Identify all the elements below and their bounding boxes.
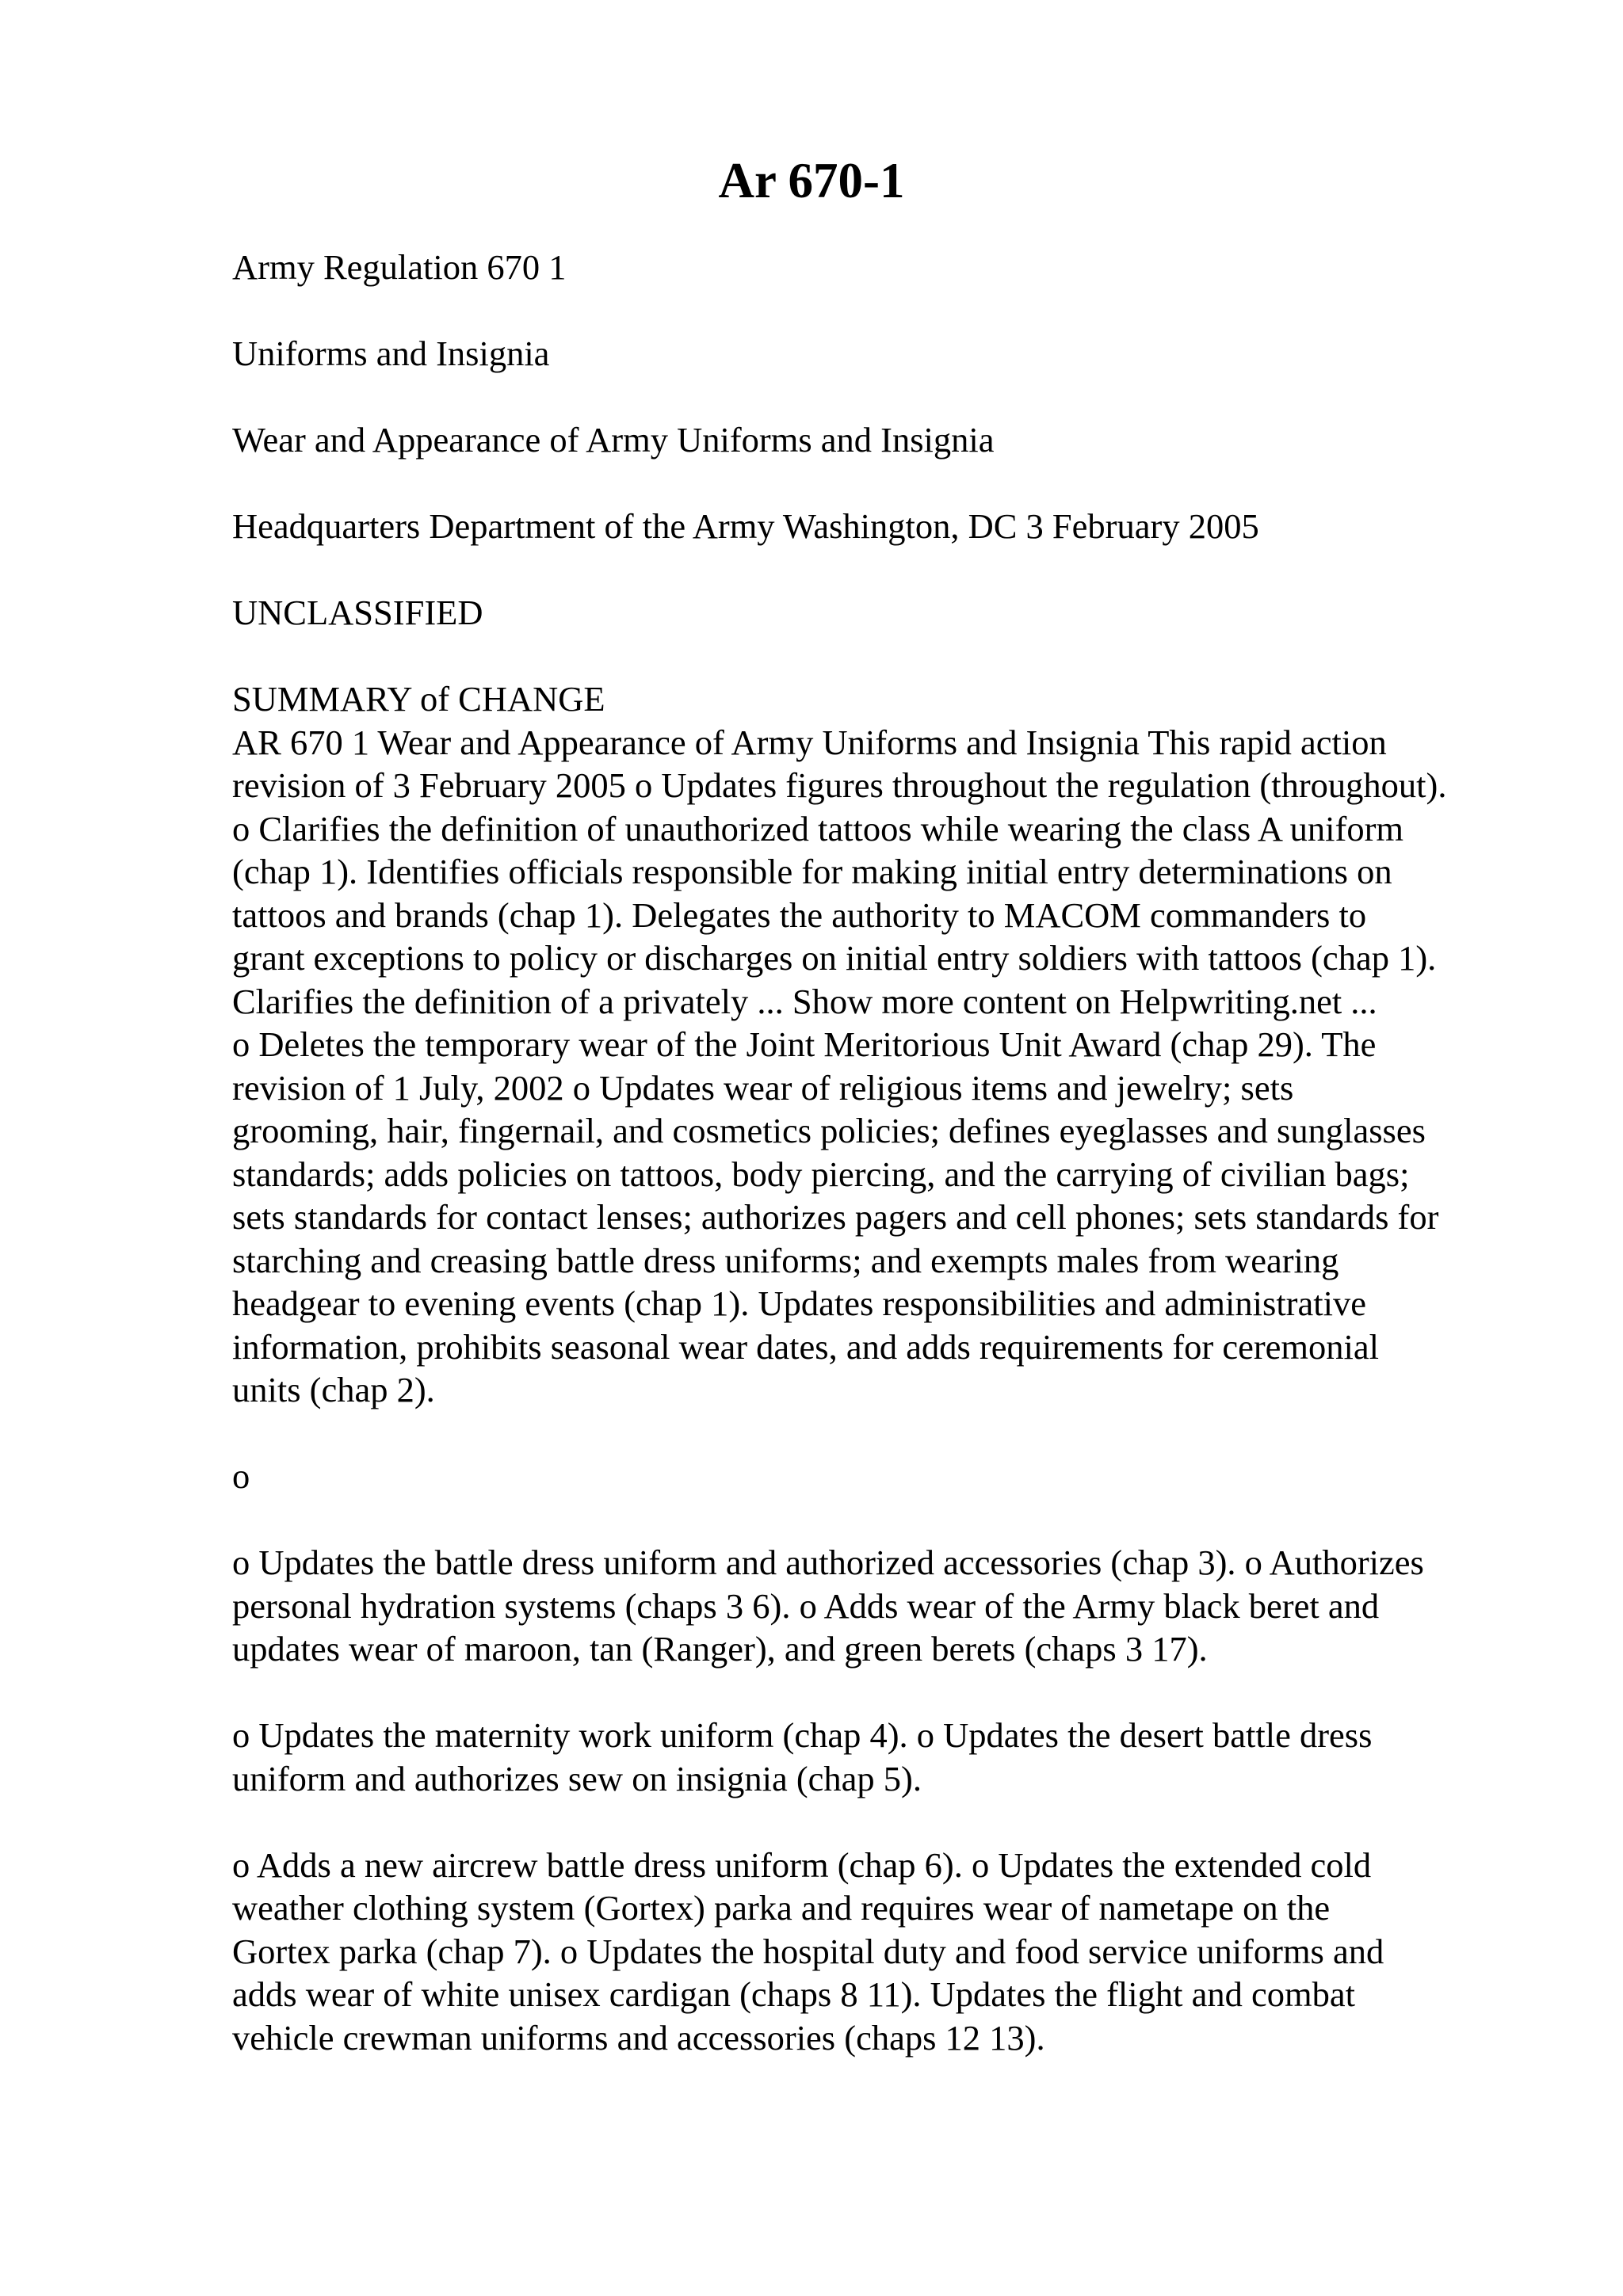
summary-line: revision of 3 February 2005 o Updates figures throughout the regulation (throughout). bbox=[232, 765, 1447, 805]
paragraph-1 bbox=[232, 1541, 1532, 1671]
summary-line: information, prohibits seasonal wear dates, and adds requirements for ceremonial bbox=[232, 1326, 1380, 1367]
summary-line: tattoos and brands (chap 1). Delegates the authority to MACOM commanders to bbox=[232, 894, 1367, 935]
paragraph-line: Gortex parka (chap 7). o Updates the hospital duty and food service uniforms and bbox=[232, 1931, 1384, 1971]
paragraph-line: vehicle crewman uniforms and accessories (chaps 12 13). bbox=[232, 2017, 1045, 2058]
summary-line: sets standards for contact lenses; authorizes pagers and cell phones; sets standards for bbox=[232, 1197, 1439, 1237]
summary-line: AR 670 1 Wear and Appearance of Army Uniforms and Insignia This rapid action bbox=[232, 722, 1387, 762]
summary-line: o Clarifies the definition of unauthorized tattoos while wearing the class A uniform bbox=[232, 808, 1404, 849]
summary-line: grooming, hair, fingernail, and cosmetics policies; defines eyeglasses and sunglasses bbox=[232, 1111, 1426, 1150]
summary-line: starching and creasing battle dress uniforms; and exempts males from wearing bbox=[232, 1240, 1339, 1280]
paragraph-2 bbox=[232, 1714, 1532, 1800]
classification-label: UNCLASSIFIED bbox=[232, 593, 483, 632]
summary-line: grant exceptions to policy or discharges on initial entry soldiers with tattoos (chap 1). bbox=[232, 938, 1437, 978]
paragraph-line: personal hydration systems (chaps 3 6). o Adds wear of the Army black beret and bbox=[232, 1585, 1380, 1626]
paragraph-3 bbox=[232, 1844, 1532, 2060]
summary-line: (chap 1). Identifies officials responsible for making initial entry determinations on bbox=[232, 852, 1392, 891]
summary-line: headgear to evening events (chap 1). Updates responsibilities and administrative bbox=[232, 1283, 1366, 1323]
summary-line: units (chap 2). bbox=[232, 1370, 435, 1409]
paragraph-line: o Updates the maternity work uniform (chap 4). o Updates the desert battle dress bbox=[232, 1715, 1373, 1755]
paragraph-line: o Updates the battle dress uniform and authorized accessories (chap 3). o Authorizes bbox=[232, 1543, 1424, 1582]
paragraph-line: adds wear of white unisex cardigan (chaps 8 11). Updates the flight and combat bbox=[232, 1974, 1355, 2014]
document-body bbox=[232, 246, 1532, 2059]
bullet-marker: o bbox=[232, 1456, 250, 1496]
summary-line: o Deletes the temporary wear of the Joint Meritorious Unit Award (chap 29). The bbox=[232, 1024, 1377, 1064]
summary-line: Clarifies the definition of a privately ... Show more content on Helpwriting.net ... bbox=[232, 981, 1377, 1021]
paragraph-line: uniform and authorizes sew on insignia (chap 5). bbox=[232, 1758, 922, 1798]
summary-line: standards; adds policies on tattoos, body piercing, and the carrying of civilian bags; bbox=[232, 1154, 1410, 1194]
regulation-subject: Uniforms and Insignia bbox=[232, 334, 550, 373]
paragraph-line: updates wear of maroon, tan (Ranger), and green berets (chaps 3 17). bbox=[232, 1629, 1208, 1669]
regulation-full-title: Wear and Appearance of Army Uniforms and Insignia bbox=[232, 420, 995, 460]
summary-line: revision of 1 July, 2002 o Updates wear of religious items and jewelry; sets bbox=[232, 1067, 1294, 1108]
document-title: Ar 670-1 bbox=[718, 153, 905, 208]
issuer-line: Headquarters Department of the Army Washington, DC 3 February 2005 bbox=[232, 506, 1259, 546]
regulation-number: Army Regulation 670 1 bbox=[232, 247, 567, 287]
summary-heading: SUMMARY of CHANGE bbox=[232, 679, 605, 719]
paragraph-line: o Adds a new aircrew battle dress uniform (chap 6). o Updates the extended cold bbox=[232, 1844, 1372, 1885]
summary-paragraph bbox=[232, 721, 1532, 1412]
paragraph-line: weather clothing system (Gortex) parka and requires wear of nametape on the bbox=[232, 1888, 1331, 1928]
